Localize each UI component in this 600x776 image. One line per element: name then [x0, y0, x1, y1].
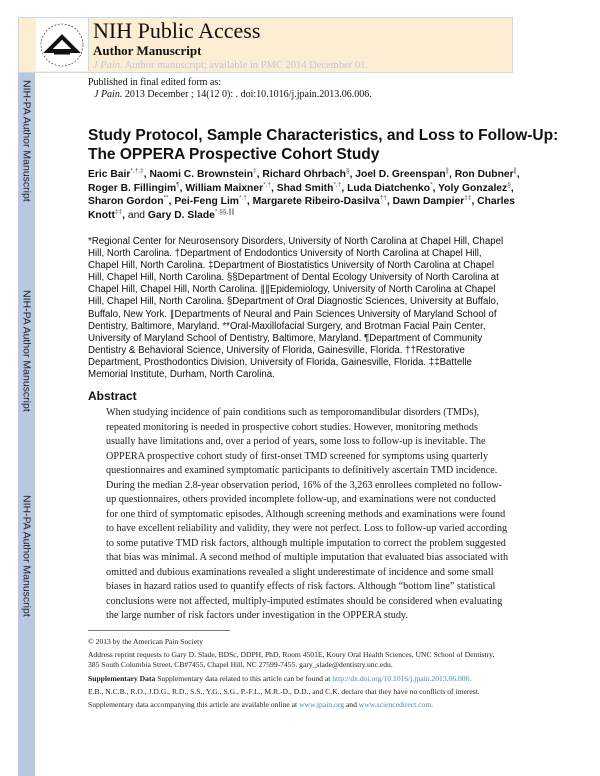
affiliation-line: Dentistry, Baltimore, Maryland. **Oral-Maxillofacial Surgery, and Brotman Facial Pain Center, — [88, 320, 486, 332]
affiliation-line: Hill, North Carolina. †Department of Endodontics University of North Carolina at Chapel Hill, — [88, 248, 482, 260]
author-name: Sharon Gordon — [88, 196, 164, 208]
author-separator: , — [516, 169, 520, 180]
author-affiliation-marker: ∥ — [513, 167, 517, 175]
author-affiliation-marker: *,† — [238, 194, 247, 202]
abstract-line: to have excellent reliability and validity, they were not perfect. Loss to follow-up varied according — [106, 523, 508, 534]
author-name: Pei-Feng Lim — [174, 196, 239, 208]
sciencedirect-link[interactable]: www.sciencedirect.com. — [358, 700, 434, 710]
author-name: Margarete Ribeiro-Dasilva — [252, 196, 380, 208]
abstract-line: OPPERA prospective cohort study of first-onset TMD screened for symptoms using quarterly — [106, 450, 489, 462]
author-separator: , — [386, 196, 393, 208]
author-separator: , — [341, 182, 348, 194]
author-separator: , — [179, 182, 186, 194]
author-name: Charles Knott — [88, 196, 515, 221]
author-separator: , — [256, 169, 263, 180]
author-name: Roger B. Fillingim — [88, 182, 177, 194]
author-name: Joel D. Greenspan — [355, 169, 446, 180]
header-availability: J Pain. Author manuscript; available in PMC 2014 December 01. — [93, 60, 368, 71]
author-affiliation-marker: *,† — [263, 181, 272, 189]
author-affiliation-marker: ‡‡ — [464, 194, 472, 202]
publication-info: Published in final edited form as: J Pain. 2013 December ; 14(12 0): . doi:10.1016/j.jpain.2013.06.006. — [88, 77, 372, 100]
author-affiliation-marker: ¶ — [176, 181, 180, 189]
affiliation-line: *Regional Center for Neurosensory Disorders, University of North Carolina at Chapel Hill, Chapel — [88, 236, 504, 247]
author-name: Naomi C. Brownstein — [149, 169, 254, 180]
author-affiliation-marker: § — [507, 181, 511, 189]
authors-and: and — [127, 209, 148, 221]
nih-logo-icon — [36, 18, 89, 71]
abstract-body — [106, 406, 508, 624]
abstract-heading: Abstract — [88, 389, 137, 403]
abstract-line: During the median 2.8-year observation period, 16% of the 3,263 enrollees completed no follow- — [106, 479, 503, 491]
affiliation-line: University of Maryland School of Dentistry, Baltimore, Maryland. ¶Department of Community — [88, 332, 483, 344]
abstract-line: that bias was minimal. A second method of multiple imputation that evaluated bias associated with — [106, 552, 509, 563]
sidebar-watermark: NIH-PA Author Manuscript — [20, 495, 33, 617]
footnotes: © 2013 by the American Pain Society Address reprint requests to Gary D. Slade, BDSc, DDPH, PhD, Room 4501E, Koury Oral Health Sciences, UNC School of Dentistry, 385 South Columbia Street, CB#7455, Chapel Hill, NC 27599-7455. gary_slade@dentistry.unc.edu. Supplementary Data Supplementary data related to this article can be found at http://dx.doi.org/10.1016/j.jpain.2013.06.006. E.B., N.C.B., R.O., J.D.G., R.D., S.S., Y.G., S.G., P.-F.L., M.R.-D., D.D., and C.K. declare that they have no conflicts of interest. Supplementary data accompanying this article are available online at www.jpain.org and www.sciencedirect.com. — [88, 637, 495, 710]
author-affiliation-marker: * — [430, 181, 433, 189]
jpain-link[interactable]: www.jpain.org — [299, 700, 345, 710]
affiliation-line: Buffalo, New York. ∥Departments of Neural and Pain Sciences University of Maryland School of — [88, 308, 497, 320]
author-name: Gary D. Slade — [147, 209, 215, 221]
affiliation-line: Hill, Chapel Hill, North Carolina. §§Department of Dental Ecology University of North Carolina at — [88, 272, 499, 284]
affiliation-line: Department, Prosthodontics Division, University of Florida, Gainesville, Florida. ‡‡Battelle — [88, 356, 472, 368]
author-name: Eric Bair — [88, 169, 131, 180]
doi-link[interactable]: http://dx.doi.org/10.1016/j.jpain.2013.06.006. — [332, 673, 472, 683]
article-title: Study Protocol, Sample Characteristics, and Loss to Follow-Up: The OPPERA Prospective Cohort Study — [88, 127, 559, 163]
citation: 2013 December ; 14(12 0): . doi:10.1016/j.jpain.2013.06.006. — [122, 89, 372, 100]
author-name: Dawn Dampier — [392, 196, 465, 208]
header-title: NIH Public Access — [93, 18, 261, 43]
abstract-line: usually have limitations and, over a period of years, some loss to follow-up is inevitable. The — [106, 436, 486, 447]
author-separator: , — [471, 196, 478, 208]
affiliations — [88, 236, 503, 381]
affiliation-line: Chapel Hill, North Carolina. ‡Department of Biostatistics University of North Carolina at Chapel — [88, 260, 494, 272]
sidebar-watermark: NIH-PA Author Manuscript — [20, 290, 33, 412]
affiliation-line: Chapel Hill, Chapel Hill, North Carolina. ∥∥Epidemiology, University of North Carolina at Chapel — [88, 284, 496, 296]
author-affiliation-marker: § — [345, 167, 350, 175]
abstract-line: When studying incidence of pain conditions such as temporomandibular disorders (TMDs), — [106, 407, 480, 418]
author-affiliation-marker: *,† — [333, 181, 342, 189]
author-separator: , — [448, 169, 455, 180]
author-affiliation-marker: ‡‡ — [114, 208, 123, 216]
header-subtitle: Author Manuscript — [93, 43, 202, 58]
author-affiliation-marker: *,†,‡ — [130, 167, 144, 175]
author-separator: , — [349, 169, 356, 180]
author-separator: , — [510, 182, 514, 194]
nih-header — [18, 17, 513, 73]
author-name: William Maixner — [185, 182, 264, 194]
author-affiliation-marker: †† — [379, 194, 387, 202]
author-separator: , — [271, 182, 277, 194]
affiliation-line: Dentistry & Behavioral Science, University of Florida, Gainesville, Florida. ††Restorative — [88, 344, 465, 356]
author-separator: , — [246, 196, 253, 208]
author-separator: , — [143, 169, 150, 180]
author-name: Yoly Gonzalez — [438, 182, 508, 194]
affiliation-line: Hill, Chapel Hill, North Carolina. §Department of Oral Diagnostic Sciences, University at Buffalo, — [88, 296, 499, 308]
affiliation-line: Memorial Institute, Durham, North Carolina. — [88, 369, 275, 381]
abstract-line: for one third of symptomatic episodes. Although screening methods and examinations were found — [106, 508, 506, 520]
author-separator: , — [168, 196, 175, 208]
author-list — [88, 168, 548, 222]
author-name: Shad Smith — [276, 182, 334, 194]
author-separator: , — [432, 182, 439, 194]
abstract-line: to some putative TMD risk factors, although multiple imputation to correct the problem suggested — [106, 537, 506, 549]
abstract-line: conclusions were not affected, multiply-imputed estimates should be considered when evaluating — [106, 595, 503, 607]
author-affiliation-marker: ∥ — [445, 167, 449, 175]
author-affiliation-marker: *,§§,∥∥ — [214, 208, 235, 216]
abstract-line: omitted and dubious examinations revealed a slight underestimate of incidence and some small — [106, 566, 494, 578]
footnote-divider — [88, 630, 230, 631]
author-name: Luda Diatchenko — [347, 182, 431, 194]
author-affiliation-marker: ** — [163, 194, 169, 202]
abstract-line: up questionnaires, others provided incomplete follow-up, and examinations were not conducted — [106, 494, 496, 505]
sidebar-watermark: NIH-PA Author Manuscript — [20, 80, 33, 202]
author-name: Richard Ohrbach — [262, 169, 346, 180]
author-separator: , — [122, 209, 128, 221]
abstract-line: repeated monitoring is needed in prospective cohort studies. However, monitoring methods — [106, 421, 478, 433]
abstract-line: biases in hazard ratios used to quantify effects of risk factors. Although “bottom line” statistical — [106, 581, 496, 592]
author-name: Ron Dubner — [454, 169, 514, 180]
abstract-line: the large number of risk factors under investigation in the OPPERA study. — [106, 610, 408, 621]
abstract-line: questionnaires and examined symptomatic participants to definitively ascertain TMD incidence. — [106, 465, 498, 476]
author-affiliation-marker: ‡ — [253, 167, 257, 175]
